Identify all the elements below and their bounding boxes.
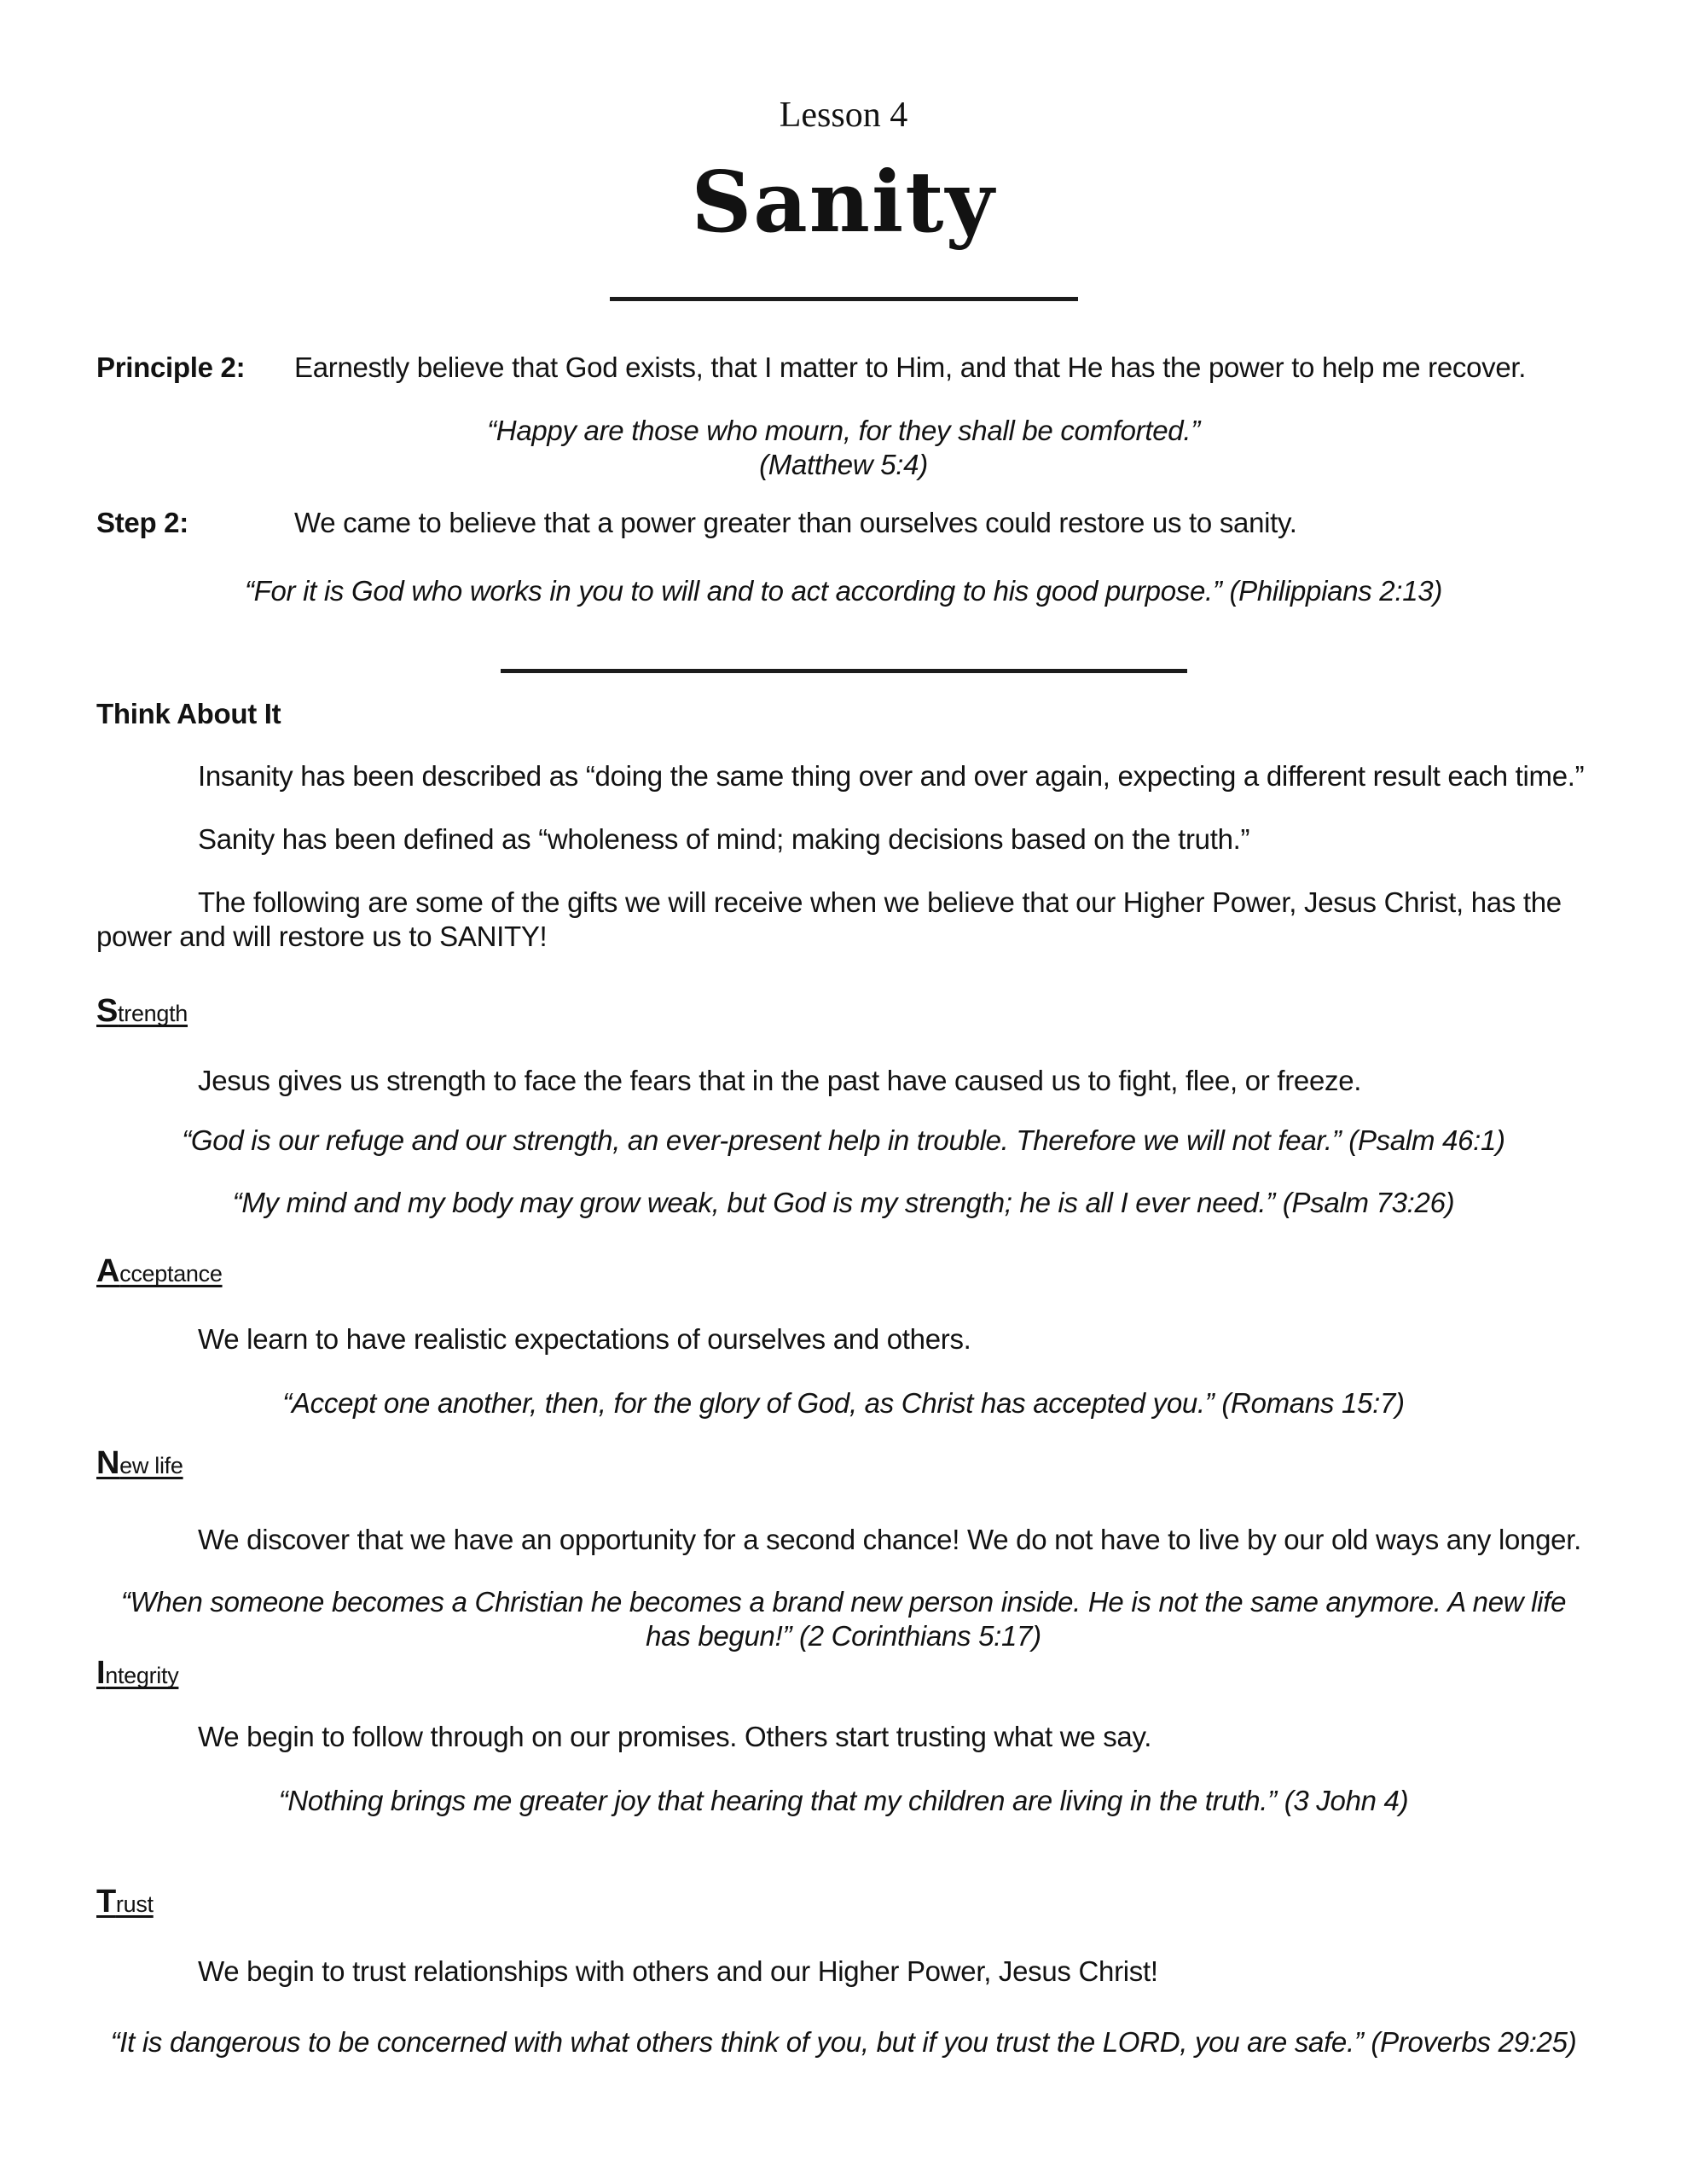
section-initial: N [96, 1445, 120, 1481]
section-rest: ew life [119, 1453, 183, 1478]
insanity-paragraph: Insanity has been described as “doing the same thing over and over again, expecting a different result each time.” [198, 760, 1585, 792]
step-quote: “For it is God who works in you to will and to act according to his good purpose.” (Philippians 2:13) [244, 575, 1443, 607]
trust-quote: “It is dangerous to be concerned with what others think of you, but if you trust the LORD, you are safe.” (Proverbs 29:25) [110, 2026, 1577, 2058]
title-divider-line [610, 297, 1078, 301]
section-initial: I [96, 1655, 106, 1691]
section-heading-acceptance [96, 1252, 1591, 1293]
strength-quote-2: “My mind and my body may grow weak, but God is my strength; he is all I ever need.” (Psalm 73:26) [232, 1187, 1455, 1218]
new-life-body: We discover that we have an opportunity for a second chance! We do not have to live by our old ways any longer. [198, 1524, 1581, 1555]
integrity-body: We begin to follow through on our promises. Others start trusting what we say. [198, 1721, 1152, 1752]
lesson-number: Lesson 4 [779, 96, 908, 135]
section-initial: A [96, 1253, 120, 1289]
sanity-paragraph: Sanity has been defined as “wholeness of mind; making decisions based on the truth.” [198, 823, 1250, 855]
section-heading-trust [96, 1882, 1591, 1924]
think-about-it-heading: Think About It [96, 698, 281, 729]
gifts-paragraph-line-1: The following are some of the gifts we will receive when we believe that our Higher Power, Jesus Christ, has the [198, 886, 1562, 918]
principle-quote-line-1: “Happy are those who mourn, for they shall be comforted.” [487, 415, 1200, 446]
section-rest: cceptance [119, 1261, 223, 1287]
acceptance-quote: “Accept one another, then, for the glory of God, as Christ has accepted you.” (Romans 15:7) [282, 1387, 1405, 1419]
new-life-quote-line-2: has begun!” (2 Corinthians 5:17) [646, 1620, 1041, 1652]
acceptance-body: We learn to have realistic expectations of ourselves and others. [198, 1323, 971, 1355]
section-rest: trength [118, 1001, 188, 1026]
page-title: Sanity [691, 154, 996, 252]
principle-quote-line-2: (Matthew 5:4) [759, 449, 928, 480]
section-rest: ntegrity [105, 1663, 179, 1688]
gifts-paragraph-line-2: power and will restore us to SANITY! [96, 921, 548, 952]
trust-body: We begin to trust relationships with others and our Higher Power, Jesus Christ! [198, 1955, 1158, 1987]
section-initial: T [96, 1884, 116, 1920]
principle-label: Principle 2: [96, 351, 246, 383]
section-heading-strength [96, 991, 1591, 1033]
section-heading-integrity [96, 1653, 1591, 1695]
new-life-quote-line-1: “When someone becomes a Christian he becomes a brand new person inside. He is not the same anymore. A new life [120, 1586, 1567, 1618]
step-text: We came to believe that a power greater than ourselves could restore us to sanity. [294, 507, 1297, 538]
strength-quote-1: “God is our refuge and our strength, an ever-present help in trouble. Therefore we will not fear.” (Psalm 46:1) [182, 1124, 1505, 1156]
integrity-quote: “Nothing brings me greater joy that hearing that my children are living in the truth.” (3 John 4) [278, 1785, 1409, 1816]
principle-row [96, 351, 1591, 385]
section-heading-new-life [96, 1443, 1591, 1485]
section-initial: S [96, 993, 119, 1029]
strength-body: Jesus gives us strength to face the fears that in the past have caused us to fight, flee, or freeze. [198, 1065, 1362, 1096]
principle-text: Earnestly believe that God exists, that I matter to Him, and that He has the power to help me recover. [294, 351, 1527, 383]
step-label: Step 2: [96, 507, 188, 538]
section-rest: rust [115, 1891, 154, 1917]
step-row [96, 506, 1591, 540]
section-divider-line [501, 669, 1187, 673]
